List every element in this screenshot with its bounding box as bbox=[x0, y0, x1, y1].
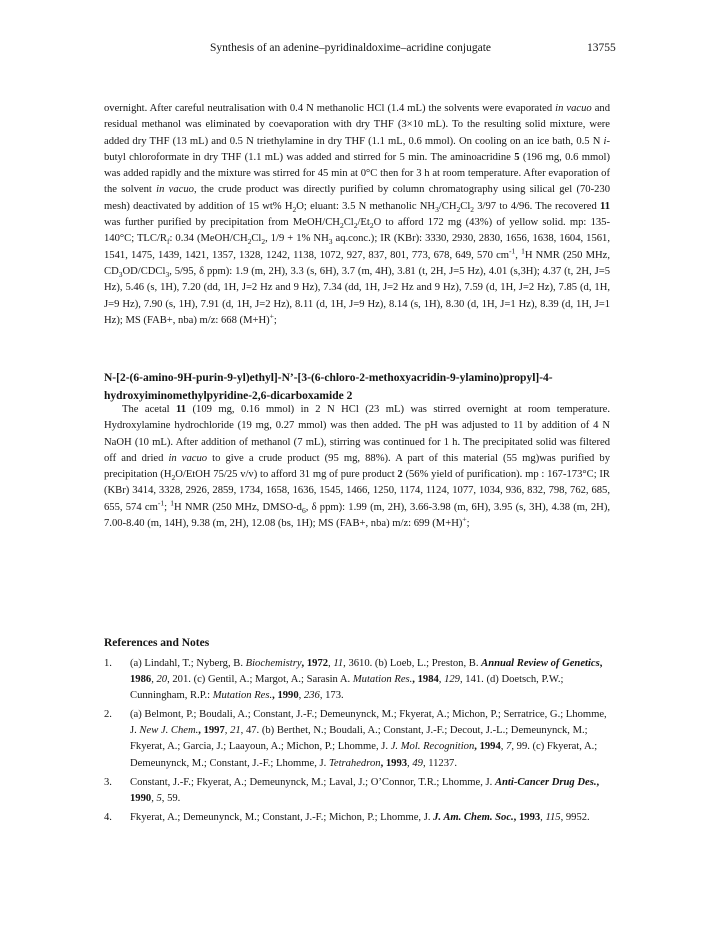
volume: , 21 bbox=[224, 725, 241, 737]
text-run: , 173. bbox=[319, 690, 344, 702]
journal-name: Tetrahedron bbox=[328, 757, 381, 769]
text-run: -butyl chloroformate in dry THF (1.1 mL) was added and stirred for 5 min. The aminoacridine bbox=[104, 135, 610, 163]
text-run: , 59. bbox=[161, 792, 181, 804]
volume: , 129 bbox=[438, 674, 460, 686]
subscript: 2 bbox=[171, 473, 176, 483]
italic-run: in vacuo bbox=[168, 452, 208, 464]
text-run: was further purified by precipitation from MeOH/CH bbox=[104, 217, 340, 229]
experimental-paragraph-1 bbox=[104, 101, 610, 329]
paragraph-body bbox=[104, 402, 610, 532]
text-run: The acetal bbox=[122, 404, 177, 415]
subscript: 2 bbox=[247, 237, 252, 247]
text-run: H NMR (250 MHz, DMSO-d bbox=[174, 501, 302, 513]
text-run: , 99. (c) Fkyerat, A.; Demeunynck, M.; Constant, J.-F.; Lhomme, J. bbox=[130, 741, 598, 769]
text-run: , bbox=[515, 249, 522, 261]
text-run: Cl bbox=[343, 217, 354, 229]
text-run: (109 mg, 0.16 mmol) in 2 N HCl (23 mL) was stirred overnight at room temperature. Hydroxylamine hydrochloride (19 mg, 0.27 mmol) was then added. The pH was adjusted to 11 by addition of 4 N NaOH (10 mL). After addition of methanol (7 mL), stirring was continued for 1 h. The precipitated solid was filtered off and dried bbox=[104, 404, 610, 464]
subscript: 3 bbox=[328, 237, 333, 247]
subscript: 3 bbox=[118, 270, 123, 280]
text-run: /CH bbox=[438, 200, 457, 212]
subscript: 2 bbox=[369, 221, 374, 231]
reference-number: 3. bbox=[104, 776, 112, 788]
superscript: -1 bbox=[157, 498, 165, 508]
volume: , 7 bbox=[500, 741, 512, 753]
subscript: f bbox=[166, 237, 170, 247]
text-run: , 9952. bbox=[560, 811, 590, 823]
reference-item bbox=[104, 810, 610, 826]
text-run: Fkyerat, A.; Demeunynck, M.; Constant, J.-F.; Michon, P.; Lhomme, J. bbox=[130, 811, 434, 823]
subscript: 3 bbox=[165, 270, 170, 280]
text-run: , 11237. bbox=[422, 757, 457, 769]
text-run: aq.conc.); IR (KBr): 3330, 2930, 2830, 1656, 1638, 1604, 1561, 1541, 1475, 1439, 1421, 1357, 1328, 1242, 1138, 1072, 927, 837, 801, 773, 678, 649, 570 cm bbox=[104, 233, 611, 261]
references-heading: References and Notes bbox=[104, 637, 210, 649]
text-run: O/EtOH 75/25 v/v) to afford 31 mg of pure product bbox=[175, 469, 398, 481]
text-run: ; bbox=[164, 501, 171, 513]
text-run: /Et bbox=[357, 217, 370, 229]
text-run: , the crude product was directly purified by column chromatography using silical gel (70-230 mesh) deactivated by addition of 15 wt% H bbox=[104, 184, 611, 212]
page-number: 13755 bbox=[587, 42, 616, 54]
text-run: Constant, J.-F.; Fkyerat, A.; Demeunynck, M.; Laval, J.; O’Connor, T.R.; Lhomme, J. bbox=[130, 776, 495, 788]
reference-item bbox=[104, 656, 610, 704]
subscript: 3 bbox=[435, 204, 439, 214]
text-run: ; bbox=[273, 314, 277, 326]
text-run: , δ ppm): 1.99 (m, 2H), 3.66-3.98 (m, 6H), 3.95 (s, 3H), 4.38 (m, 2H), 7.00-8.40 (m, 14H), 9.38 (m, 2H), 12.08 (bs, 1H); MS (FAB+, nba) m/z: 699 (M+H) bbox=[104, 501, 611, 530]
text-run: , 5/95, δ ppm): 1.9 (m, 2H), 3.3 (s, 6H), 3.7 (m, 4H), 3.81 (t, 2H, J=5 Hz), 4.01 (s,3H); 4.37 (t, 2H, J=5 Hz), 5.46 (s, 1H), 7.20 (dd, 1H, J=2 Hz and 9 Hz), 7.34 (dd, 1H, J=2 Hz and 9 Hz), 7.59 (d, 1H, J=2 Hz), 7.85 (d, 1H, J=9 Hz), 7.90 (s, 1H), 7.91 (d, 1H, J=2 Hz), 8.11 (d, 1H, J=9 Hz), 8.14 (s, 1H), 8.30 (d, 1H, J=1 Hz), 8.39 (d, 1H, J=1 Hz); MS (FAB+, nba) m/z: 668 (M+H) bbox=[104, 265, 610, 326]
reference-number: 4. bbox=[104, 811, 112, 823]
year: , 1972 bbox=[301, 658, 329, 669]
year: , 1986 bbox=[130, 658, 603, 686]
italic-run: in vacuo bbox=[555, 103, 592, 114]
reference-item bbox=[104, 707, 610, 771]
volume: , 236 bbox=[298, 690, 320, 702]
text-run: O; eluant: 3.5 N methanolic NH bbox=[296, 200, 436, 212]
volume: , 11 bbox=[328, 658, 344, 669]
subscript: 2 bbox=[470, 204, 475, 214]
journal-name: Anti-Cancer Drug Des. bbox=[494, 776, 597, 788]
subscript: 6 bbox=[301, 505, 306, 515]
compound-number: 5 bbox=[514, 151, 520, 163]
text-run: (196 mg, 0.6 mmol) was added rapidly and the mixture was stirred for 45 min at 0°C then for 3 h at room temperature. After evaporation of the solvent bbox=[104, 151, 610, 196]
text-run: O to afford 172 mg (43%) of yellow solid. mp: 135-140°C; TLC/R bbox=[104, 217, 610, 245]
text-run: (a) Belmont, P.; Boudali, A.; Constant, J.-F.; Demeunynck, M.; Fkyerat, A.; Michon, P.; Serratrice, G.; Lhomme, J. bbox=[130, 709, 607, 737]
subscript: 2 bbox=[353, 221, 358, 231]
reference-number: 1. bbox=[104, 658, 112, 669]
text-run: to give a crude product (95 mg, 88%). A part of this material (55 mg)was purified by precipitation (H bbox=[104, 452, 610, 481]
volume: , 5 bbox=[151, 792, 162, 804]
text-run: Cl bbox=[251, 233, 262, 245]
text-run: overnight. After careful neutralisation with 0.4 N methanolic HCl (1.4 mL) the solvents were evaporated bbox=[104, 103, 556, 114]
subscript: 2 bbox=[456, 204, 461, 214]
year: , 1993 bbox=[380, 757, 408, 769]
volume: , 115 bbox=[540, 811, 561, 823]
year: , 1997 bbox=[198, 725, 225, 737]
volume: , 49 bbox=[407, 757, 423, 769]
superscript: -1 bbox=[509, 246, 516, 256]
text-run: : 0.34 (MeOH/CH bbox=[169, 233, 248, 245]
text-run: , 47. (b) Berthet, N.; Boudali, A.; Constant, J.-F.; Decout, J.-L.; Demeunynck, M.; Fkyerat, A.; Garcia, J.; Laayoun, A.; Michon, P.; Lhomme, J. bbox=[130, 725, 588, 753]
subscript: 2 bbox=[339, 221, 344, 231]
subscript: 2 bbox=[292, 204, 297, 214]
text-run: (56% yield of purification). mp : 167-173°C; IR (KBr) 3414, 3328, 2926, 2859, 1734, 1658, 1636, 1545, 1466, 1250, 1174, 1124, 1077, 1034, 936, 832, 798, 762, 685, 655, 574 cm bbox=[104, 469, 610, 513]
superscript: 1 bbox=[521, 246, 525, 256]
text-run: , 201. (c) Gentil, A.; Margot, A.; Sarasin A. bbox=[167, 674, 353, 686]
text-run: (a) Lindahl, T.; Nyberg, B. bbox=[130, 658, 246, 669]
compound-number: 11 bbox=[176, 404, 187, 415]
compound-heading: N-[2-(6-amino-9H-purin-9-yl)ethyl]-N’-[3-(6-chloro-2-methoxyacridin-9-ylamino)propyl]-4-hydroxyiminomethylpyridine-2,6-dicarboxamide 2 bbox=[104, 372, 553, 402]
year: , 1993 bbox=[513, 811, 541, 823]
text-run: H NMR (250 MHz, CD bbox=[104, 249, 610, 277]
superscript: + bbox=[462, 514, 467, 524]
year: , 1994 bbox=[474, 741, 501, 753]
journal-name: Mutation Res. bbox=[212, 690, 273, 702]
text-run: , 1/9 + 1% NH bbox=[265, 233, 329, 245]
volume: , 20 bbox=[151, 674, 168, 686]
compound-number: 2 bbox=[397, 469, 403, 481]
reference-list bbox=[104, 656, 610, 829]
text-run: , 3610. (b) Loeb, L.; Preston, B. bbox=[343, 658, 482, 669]
journal-name: Biochemistry bbox=[245, 658, 302, 669]
journal-name: New J. Chem. bbox=[139, 725, 199, 737]
text-run: and residual methanol was eliminated by coevaporation with dry THF (3×10 mL). To the resulting solid mixture, were added dry THF (13 mL) and 0.5 N triethylamine in dry THF (1.1 mL, 0.6 mmol). On cooling on an ice bath, 0.5 N bbox=[104, 103, 610, 147]
year: , 1984 bbox=[412, 674, 439, 686]
running-title: Synthesis of an adenine–pyridinaldoxime–acridine conjugate bbox=[209, 42, 492, 54]
reference-item bbox=[104, 775, 610, 807]
superscript: 1 bbox=[170, 498, 174, 508]
text-run: OD/CDCl bbox=[122, 265, 166, 277]
compound-number: 11 bbox=[599, 200, 610, 212]
italic-run: i bbox=[603, 135, 607, 147]
italic-run: in vacuo bbox=[156, 184, 194, 196]
text-run: 3/97 to 4/96. The recovered bbox=[474, 200, 600, 212]
journal-name: J. Am. Chem. Soc. bbox=[433, 811, 514, 823]
journal-name: Mutation Res. bbox=[352, 674, 413, 686]
experimental-paragraph-2 bbox=[104, 402, 610, 532]
journal-name: Annual Review of Genetics bbox=[481, 658, 600, 669]
year: , 1990 bbox=[272, 690, 299, 702]
journal-name: J. Mol. Recognition bbox=[390, 741, 475, 753]
subscript: 2 bbox=[261, 237, 266, 247]
text-run: Cl bbox=[460, 200, 471, 212]
reference-number: 2. bbox=[104, 709, 112, 721]
text-run: ; bbox=[466, 518, 470, 530]
year: , 1990 bbox=[130, 776, 600, 804]
superscript: + bbox=[269, 311, 274, 321]
text-run: , 141. (d) Doetsch, P.W.; Cunningham, R.P.: bbox=[130, 674, 564, 702]
